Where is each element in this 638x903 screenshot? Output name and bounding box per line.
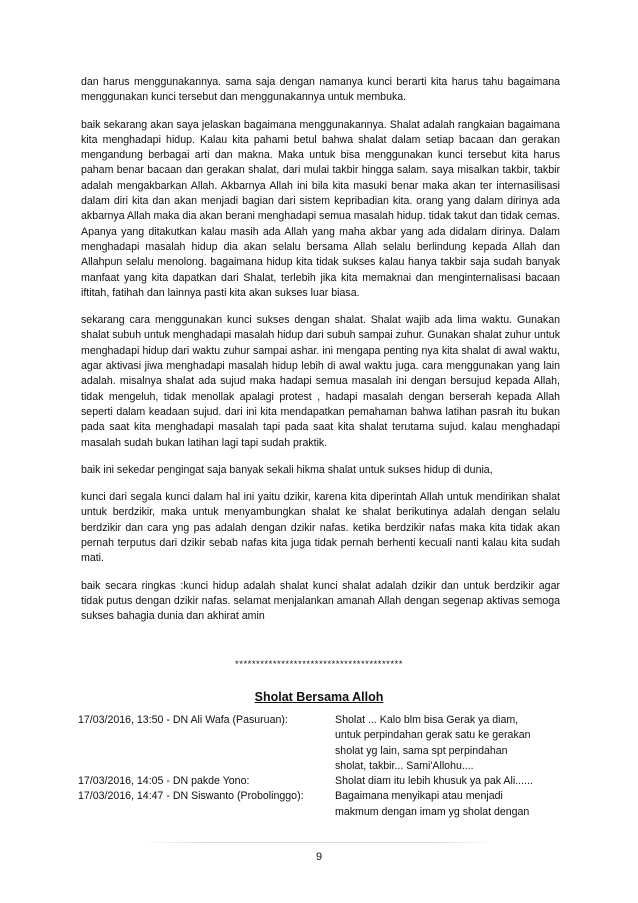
body-text — [81, 75, 560, 637]
chat-meta: 17/03/2016, 14:05 - DN pakde Yono: — [78, 775, 250, 788]
paragraph: sekarang cara menggunakan kunci sukses dengan shalat. Shalat wajib ada lima waktu. Gunakan shalat subuh untuk menghadapi masalah hidup dari subuh sampai zuhur. Gunakan shalat zuhur untuk menghadapi hidup dari waktu zuhur sampai ashar. ini mengapa penting nya kita shalat di awal waktu, agar aktivasi jiwa menghadapi masalah hidup lebih di awal waktu juga. cara menggunakan yang lain adalah. misalnya shalat ada sujud maka hadapi semua masalah ini dengan bersujud kepada Allah, tidak mengeluh, tidak menollak apalagi protest , hadapi masalah dengan berserah kepada Allah seperti dalam keadaan sujud. dari ini kita mendapatkan pemahaman bahwa latihan pasrah itu bukan pada saat kita menghadapi masalah tapi pada saat kita shalat terutama sujud. kalau menghadapi masalah sudah bukan latihan lagi tapi sudah praktik. — [81, 314, 560, 449]
chat-entry — [78, 774, 568, 789]
paragraph: kunci dari segala kunci dalam hal ini yaitu dzikir, karena kita diperintah Allah untuk mendirikan shalat untuk berdzikir, maka untuk menyambungkan shalat ke shalat berikutinya adalah dengan selalu berdzikir dan cara yng pas adalah dengan dzikir nafas. ketika berdzikir nafas maka kita tidak akan pernah terputus dari dzikir sebab nafas kita juga tidak pernah berhenti kecuali nanti kalau kita sudah mati. — [81, 491, 560, 565]
paragraph: dan harus menggunakannya. sama saja dengan namanya kunci berarti kita harus tahu bagaimana menggunakan kunci tersebut dan menggunakannya untuk membuka. — [81, 76, 560, 104]
paragraph: baik ini sekedar pengingat saja banyak sekali hikma shalat untuk sukses hidup di dunia, — [81, 463, 493, 476]
paragraph: baik secara ringkas :kunci hidup adalah shalat kunci shalat adalah dzikir dan untuk berdzikir agar tidak putus dengan dzikir nafas. selamat menjalankan amanah Allah dengan segenap aktivas semoga sukses bahagia dunia dan akhirat amin — [81, 579, 560, 623]
chat-message: Sholat diam itu lebih khusuk ya pak Ali...... — [335, 775, 533, 788]
chat-entry — [78, 713, 568, 774]
chat-message: Sholat ... Kalo blm bisa Gerak ya diam, untuk perpindahan gerak satu ke gerakan sholat yg lain, sama spt perpindahan sholat, takbir... Sami'Allohu.... — [335, 714, 531, 772]
paragraph: baik sekarang akan saya jelaskan bagaimana menggunakannya. Shalat adalah rangkaian bagaimana kita menghadapi hidup. Kalau kita pahami betul bahwa shalat dalam setiap bacaan dan gerakan mengandung berbagai arti dan makna. Maka untuk bisa menggunakan kunci tersebut kita harus paham benar bacaan dan gerakan shalat, dari mulai takbir hingga salam. saya misalkan takbir, takbir adalah mengakbarkan Allah. Akbarnya Allah ini bila kita masuki benar maka akan ter internasilisasi dalam diri kita dan akan menjadi bagian dari sistem kepribadian kita. orang yang dalam dirinya ada akbarnya Allah maka dia akan berani menghadapi semua masalah hidup. tidak takut dan tidak cemas. Apanya yang ditakutkan kalau masih ada Allah yang maha akbar yang ada didalam dirinya. Dalam menghadapi masalah hidup dia akan selalu bersama Allah selalu berlindung kepada Allah dan Allahpun selalu menolong. bagaimana hidup kita tidak sukses kalau hanya takbir saja sudah banyak manfaat yang kita dapatkan dari Shalat, terlebih jika kita memaknai dan menginternalisasi bacaan iftitah, fatihah dan lainnya pasti kita akan sukses luar biasa. — [81, 118, 560, 299]
chat-meta: 17/03/2016, 13:50 - DN Ali Wafa (Pasuruan): — [78, 714, 288, 726]
asterisk-separator: **************************************** — [235, 659, 403, 670]
chat-entry — [78, 789, 568, 820]
section-title: Sholat Bersama Alloh — [254, 690, 384, 704]
footer-divider — [140, 842, 498, 843]
chat-log — [78, 713, 568, 820]
chat-message: Bagaimana menyikapi atau menjadi makmum dengan imam yg sholat dengan — [335, 790, 530, 818]
page-number: 9 — [315, 851, 323, 863]
chat-meta: 17/03/2016, 14:47 - DN Siswanto (Probolinggo): — [78, 790, 304, 803]
